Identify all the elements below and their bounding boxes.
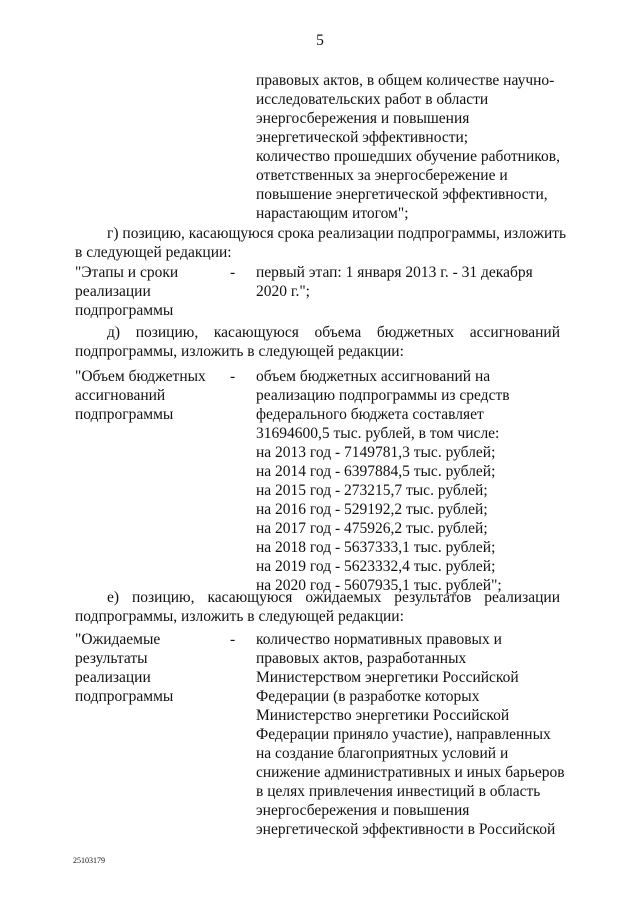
- section-text: в целях привлечения инвестиций в область: [256, 783, 541, 800]
- section-text: на создание благоприятных условий и: [256, 745, 509, 762]
- text-line: правовых актов, в общем количестве научно-: [256, 72, 555, 89]
- section-text: объем бюджетных ассигнований на: [256, 368, 491, 385]
- section-text: энергосбережения и повышения: [256, 802, 470, 819]
- dash-separator: -: [230, 368, 236, 385]
- section-text: 31694600,5 тыс. рублей, в том числе:: [256, 425, 500, 442]
- section-label: подпрограммы: [75, 688, 174, 705]
- text-line: количество прошедших обучение работников,: [256, 148, 560, 165]
- paragraph-e-line: подпрограммы, изложить в следующей редакции:: [75, 608, 404, 625]
- section-text: на 2014 год - 6397884,5 тыс. рублей;: [256, 463, 496, 480]
- dash-separator: -: [230, 264, 236, 281]
- section-label: результаты: [75, 650, 148, 667]
- section-label: подпрограммы: [75, 406, 174, 423]
- section-text: первый этап: 1 января 2013 г. - 31 декабря: [256, 264, 533, 281]
- paragraph-g-line: в следующей редакции:: [75, 244, 232, 261]
- section-label: "Этапы и сроки: [75, 264, 179, 281]
- section-text: на 2020 год - 5607935,1 тыс. рублей";: [256, 577, 502, 594]
- section-text: снижение административных и иных барьеров: [256, 764, 565, 781]
- section-text: энергетической эффективности в Российской: [256, 821, 556, 838]
- section-text: на 2015 год - 273215,7 тыс. рублей;: [256, 482, 488, 499]
- section-text: на 2016 год - 529192,2 тыс. рублей;: [256, 501, 488, 518]
- section-text: федерального бюджета составляет: [256, 406, 484, 423]
- section-text: реализацию подпрограммы из средств: [256, 387, 510, 404]
- section-text: количество нормативных правовых и: [256, 631, 502, 648]
- text-line: нарастающим итогом";: [256, 205, 409, 222]
- footer-code: 25103179: [73, 856, 105, 865]
- section-text: на 2019 год - 5623332,4 тыс. рублей;: [256, 558, 496, 575]
- section-label: "Ожидаемые: [75, 631, 161, 648]
- section-text: Федерации приняло участие), направленных: [256, 726, 551, 743]
- section-text: Министерством энергетики Российской: [256, 669, 519, 686]
- section-label: "Объем бюджетных: [75, 368, 206, 385]
- section-text: на 2017 год - 475926,2 тыс. рублей;: [256, 520, 488, 537]
- text-line: повышение энергетической эффективности,: [256, 186, 548, 203]
- paragraph-d-line: подпрограммы, изложить в следующей редакции:: [75, 343, 404, 360]
- text-line: энергетической эффективности;: [256, 129, 469, 146]
- section-label: реализации: [75, 283, 151, 300]
- section-label: подпрограммы: [75, 302, 174, 319]
- paragraph-d-line: д) позицию, касающуюся объема бюджетных ассигнований: [107, 324, 560, 341]
- section-text: на 2013 год - 7149781,3 тыс. рублей;: [256, 444, 496, 461]
- dash-separator: -: [230, 631, 236, 648]
- paragraph-e-line: е) позицию, касающуюся ожидаемых результатов реализации: [107, 589, 560, 606]
- section-text: 2020 г.";: [256, 283, 310, 300]
- section-text: Федерации (в разработке которых: [256, 688, 480, 705]
- text-line: ответственных за энергосбережение и: [256, 167, 508, 184]
- section-text: на 2018 год - 5637333,1 тыс. рублей;: [256, 539, 496, 556]
- section-text: Министерство энергетики Российской: [256, 707, 510, 724]
- section-label: реализации: [75, 669, 151, 686]
- text-line: исследовательских работ в области: [256, 91, 489, 108]
- section-text: правовых актов, разработанных: [256, 650, 467, 667]
- text-line: энергосбережения и повышения: [256, 110, 470, 127]
- paragraph-g-line: г) позицию, касающуюся срока реализации подпрограммы, изложить: [107, 225, 567, 242]
- page-number: 5: [316, 32, 324, 49]
- section-label: ассигнований: [75, 387, 166, 404]
